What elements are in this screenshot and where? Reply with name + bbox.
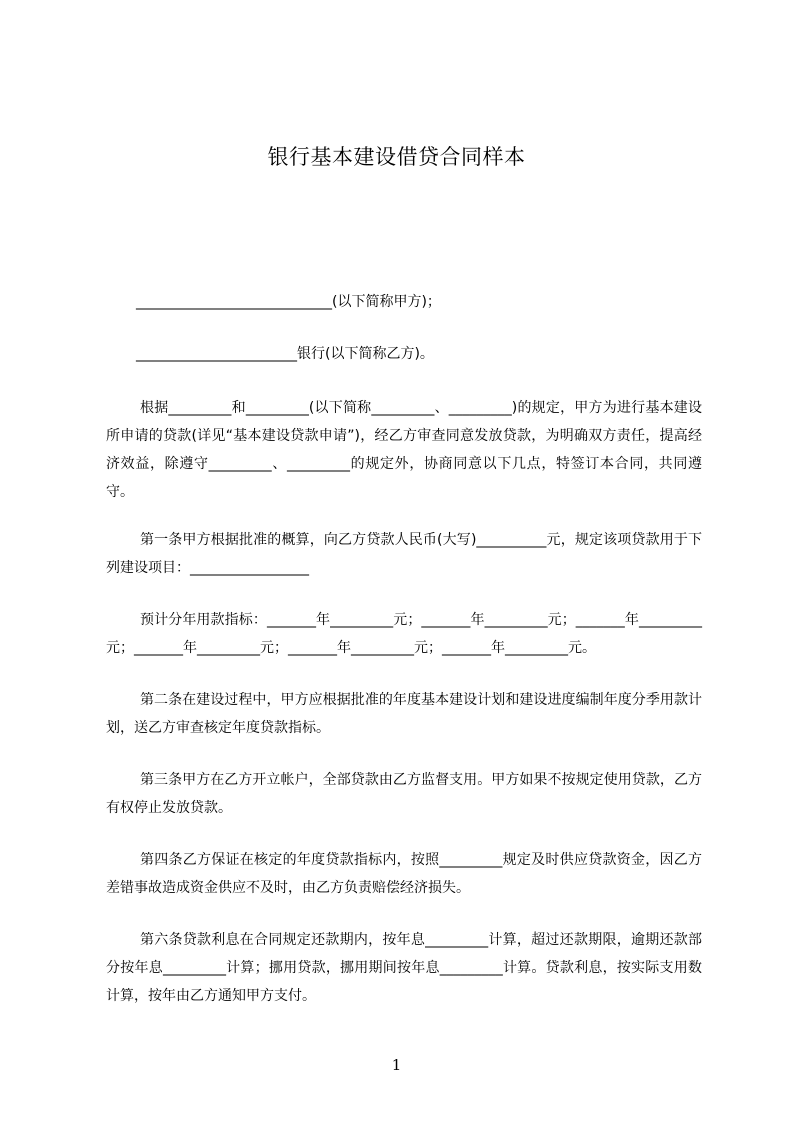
- article-4-paragraph: 第四条乙方保证在核定的年度贷款指标内，按照_________规定及时供应贷款资金，因乙方差错事故造成资金供应不及时，由乙方负责赔偿经济损失。: [106, 852, 702, 896]
- article-3-paragraph: 第三条甲方在乙方开立帐户，全部贷款由乙方监督支用。甲方如果不按规定使用贷款，乙方有权停止发放贷款。: [106, 772, 702, 816]
- article-6-paragraph: 第六条贷款利息在合同规定还款期内，按年息_________计算，超过还款期限，逾期还款部分按年息_________计算；挪用贷款，挪用期间按年息_________计算。贷款利息，按实际支用数计算，按年由乙方通知甲方支付。: [106, 932, 702, 1004]
- annual-allocation-paragraph: 预计分年用款指标：_______年_________元；_______年_________元；_______年_________元；_______年_________元；_______年_________元；_______年_________元。: [106, 612, 702, 656]
- article-1-paragraph: 第一条甲方根据批准的概算，向乙方贷款人民币(大写)__________元，规定该项贷款用于下列建设项目：_________________: [106, 532, 702, 576]
- page-number: 1: [391, 1056, 402, 1074]
- article-2-paragraph: 第二条在建设过程中，甲方应根据批准的年度基本建设计划和建设进度编制年度分季用款计划，送乙方审查核定年度贷款指标。: [106, 692, 702, 736]
- party-a-line: ____________________________(以下简称甲方)；: [136, 294, 441, 310]
- party-b-line: _______________________银行(以下简称乙方)。: [136, 346, 434, 362]
- document-title: 银行基本建设借贷合同样本: [267, 145, 526, 169]
- preamble-paragraph: 根据_________和_________(以下简称_________、_________)的规定，甲方为进行基本建设所申请的贷款(详见“基本建设贷款申请”)，经乙方审查同意发放贷款，为明确双方责任，提高经济效益，除遵守_________、_________的规定外，协商同意以下几点，特签订本合同，共同遵守。: [106, 400, 702, 500]
